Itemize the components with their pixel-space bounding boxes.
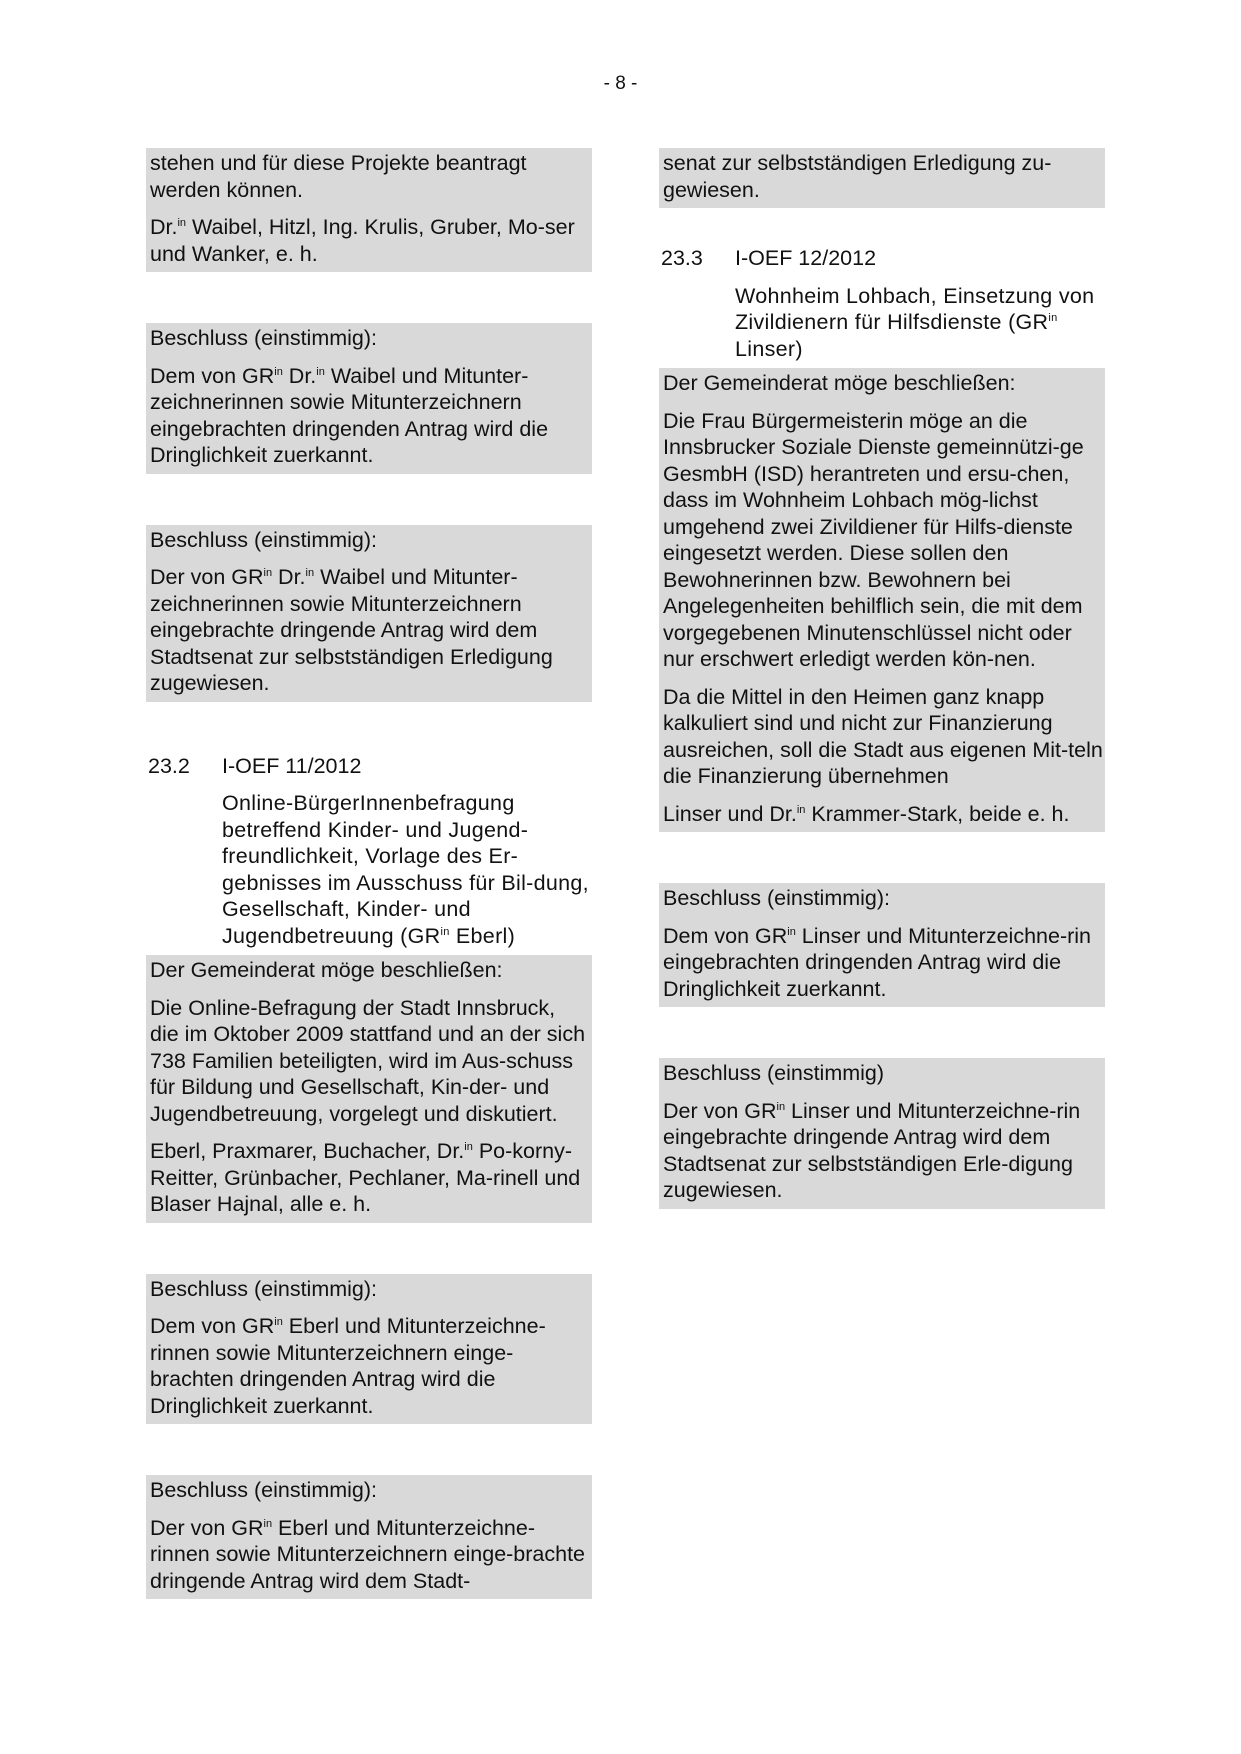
signatories: Linser und Dr.$^{in}$ Krammer-Stark, beide e. h. (663, 801, 1070, 826)
resolution-text: Dem von $GR^{in}$ Eberl und Mitunterzeichne-rinnen sowie Mitunterzeichnern einge-brachten dringenden Antrag wird die Dringlichkeit zuerkannt. (150, 1314, 546, 1418)
resolution-title: Beschluss (einstimmig): (150, 527, 377, 552)
motion-text: Da die Mittel in den Heimen ganz knapp kalkuliert sind und nicht zur Finanzierung ausreichen, soll die Stadt aus eigenen Mit-teln die Finanzierung übernehmen (663, 684, 1103, 788)
item-heading (146, 753, 592, 780)
paragraph: stehen und für diese Projekte beantragt werden können. (150, 151, 527, 202)
item-subject: Wohnheim Lohbach, Einsetzung von Zivildienern für Hilfsdienste ($GR^{in}$ Linser) (735, 283, 1095, 361)
resolution-block (146, 1274, 592, 1425)
item-code: I-OEF 11/2012 (222, 753, 362, 778)
resolution-block (146, 1475, 592, 1599)
item-heading (659, 245, 1105, 272)
resolution-block (146, 525, 592, 702)
signatories: Eberl, Praxmarer, Buchacher, Dr.$^{in}$ Po-korny-Reitter, Grünbacher, Pechlaner, Ma-rinell und Blaser Hajnal, alle e. h. (150, 1139, 581, 1216)
motion-block (146, 955, 592, 1223)
item-subject: Online-BürgerInnenbefragung betreffend Kinder- und Jugend-freundlichkeit, Vorlage des Er-gebnisses im Ausschuss für Bil-dung, Gesellschaft, Kinder- und Jugendbetreuung ($GR^{in}$ Eberl) (222, 791, 589, 948)
resolution-title: Beschluss (einstimmig): (663, 886, 890, 910)
motion-text: Die Online-Befragung der Stadt Innsbruck, die im Oktober 2009 stattfand und an der sich 738 Familien beteiligten, wird im Aus-schuss für Bildung und Gesellschaft, Kin-der- und Jugendbetreuung, vorgelegt und diskutiert. (150, 995, 586, 1126)
motion-title: Der Gemeinderat möge beschließen: (663, 371, 1016, 395)
resolution-block (659, 1058, 1105, 1209)
motion-title: Der Gemeinderat möge beschließen: (150, 958, 503, 982)
left-column (146, 148, 592, 1599)
item-code: I-OEF 12/2012 (735, 246, 877, 270)
resolution-text: Dem von $GR^{in}$ Linser und Mitunterzeichne-rin eingebrachten dringenden Antrag wird die Dringlichkeit zuerkannt. (663, 923, 1092, 1001)
resolution-title: Beschluss (einstimmig) (663, 1061, 885, 1085)
item-number: 23.2 (148, 753, 190, 778)
superscript: in (177, 216, 187, 229)
resolution-title: Beschluss (einstimmig): (150, 1478, 377, 1502)
paragraph: senat zur selbstständigen Erledigung zu-gewiesen. (663, 151, 1052, 202)
resolution-title: Beschluss (einstimmig): (150, 1276, 377, 1301)
text-block-continuation (146, 148, 592, 272)
signatories: Dr.$^{in}$ Waibel, Hitzl, Ing. Krulis, Gruber, Mo-ser und Wanker, e. h. (150, 215, 575, 266)
motion-text: Die Frau Bürgermeisterin möge an die Innsbrucker Soziale Dienste gemeinnützi-ge GesmbH (ISD) herantreten und ersu-chen, dass im Wohnheim Lohbach mög-lichst umgehend zwei Zivildiener für Hilfs-dienste eingesetzt werden. Diese sollen den Bewohnerinnen bzw. Bewohnern bei Angelegenheiten behilflich sein, die mit dem vorgegebenen Minutenschlüssel nicht oder nur erschwert erledigt werden kön-nen. (663, 408, 1084, 671)
right-column (659, 148, 1105, 1209)
resolution-text: Dem von $GR^{in}$ Dr.$^{in}$ Waibel und Mitunter-zeichnerinnen sowie Mitunterzeichnern eingebrachten dringenden Antrag wird die Dringlichkeit zuerkannt. (150, 363, 549, 467)
motion-block (659, 368, 1105, 832)
resolution-text: Der von $GR^{in}$ Linser und Mitunterzeichne-rin eingebrachte dringende Antrag wird dem Stadtsenat zur selbstständigen Erle-digung zugewiesen. (663, 1098, 1081, 1202)
resolution-block (146, 323, 592, 474)
resolution-title: Beschluss (einstimmig): (150, 326, 377, 350)
text-block-continuation (659, 148, 1105, 208)
resolution-text: Der von $GR^{in}$ Eberl und Mitunterzeichne-rinnen sowie Mitunterzeichnern einge-brachte dringende Antrag wird dem Stadt- (150, 1515, 586, 1593)
resolution-text: Der von $GR^{in}$ Dr.$^{in}$ Waibel und Mitunter-zeichnerinnen sowie Mitunterzeichnern eingebrachte dringende Antrag wird dem Stadtsenat zur selbstständigen Erledigung zugewiesen. (150, 565, 553, 695)
resolution-block (659, 883, 1105, 1007)
item-number: 23.3 (661, 246, 703, 270)
page-number: - 8 - (603, 73, 638, 94)
